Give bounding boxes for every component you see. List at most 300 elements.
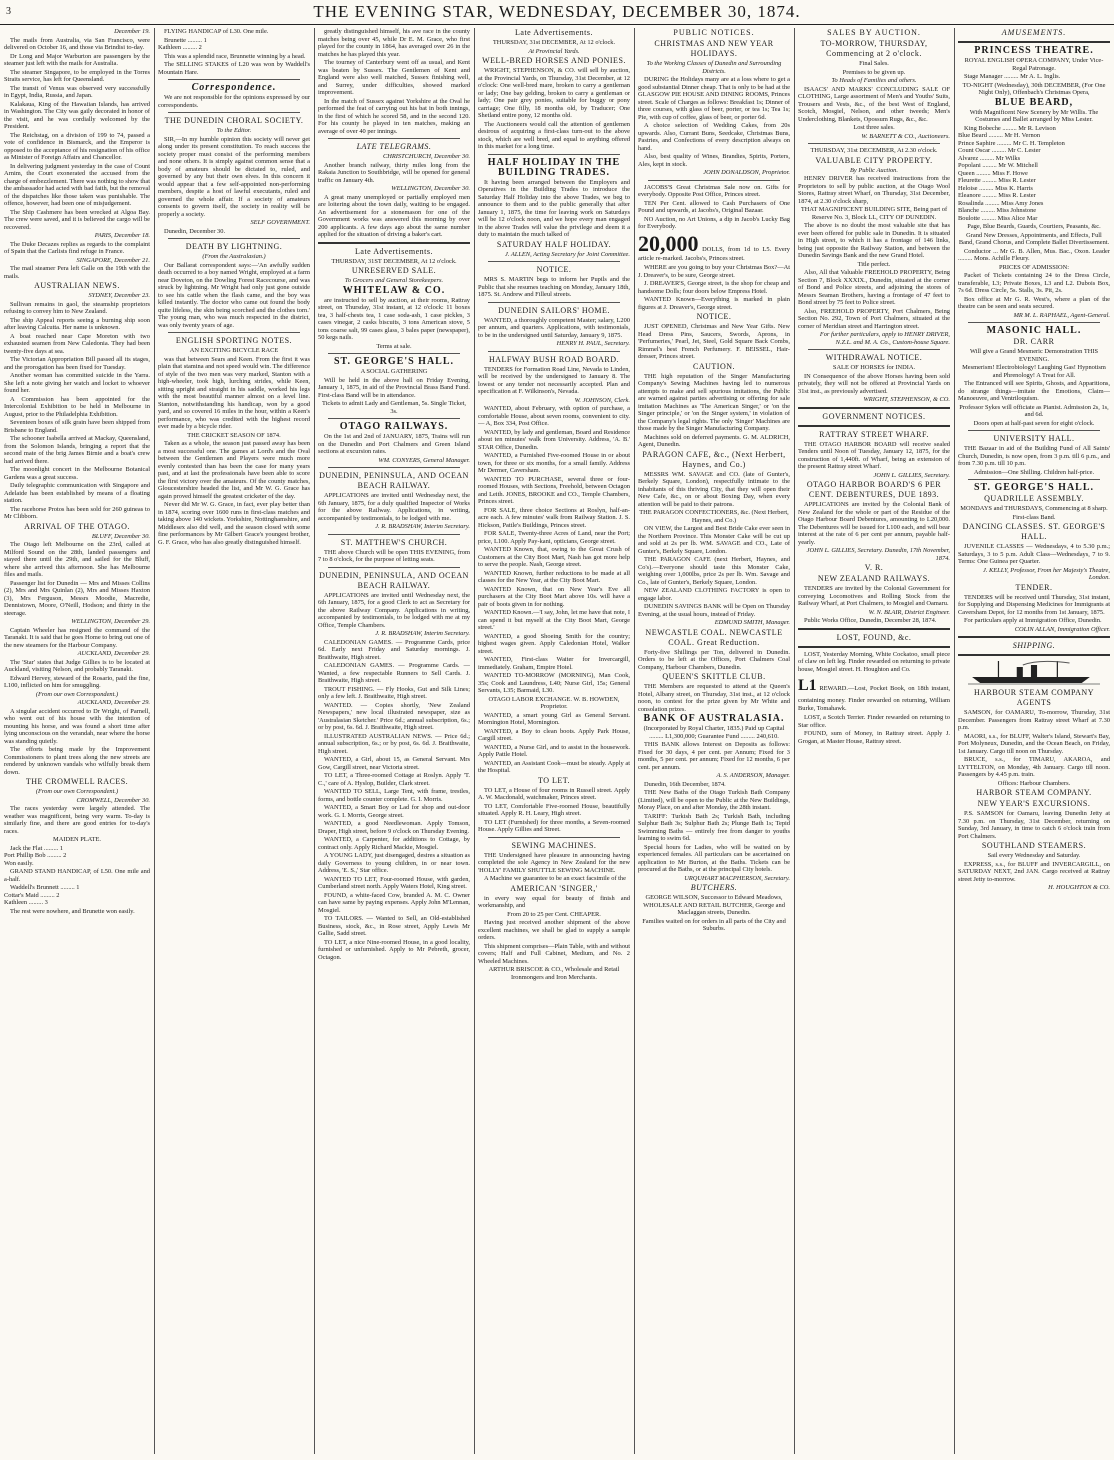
news-paragraph: The efforts being made by the Improvement Commissioners to plant trees along the new streets are rendered by unknown vandals who wilfully break them down. (4, 746, 150, 776)
divider (958, 636, 1110, 638)
ad-heading: PARAGON CAFE, &c., (Next Herbert, Haynes, and Co.) (642, 449, 786, 469)
news-paragraph: Another branch railway, thirty miles long from the Rakaia Junction to Southbridge, will be opened for general traffic on January 4th. (318, 161, 470, 184)
letter-salutation: To the Editor. (216, 127, 252, 134)
section-heading: LOST, FOUND, &c. (836, 632, 912, 642)
letter-date: Dunedin, December 30. (164, 227, 226, 235)
column-rule (314, 28, 315, 1454)
ad-body: THE Undersigned have pleasure in announcing having completed the sole Agency in New Zealand for the new 'HOLLY' FAMILY SHUTTLE SEWING MACHINE. (478, 851, 630, 874)
ad-body: THE Members are requested to attend at the Queen's Hotel, Albany street, on Thursday, 31st inst., at 12 o'clock noon, to contest for the prize given by Mr White and consolation prizes. (638, 683, 790, 713)
ad-subheading: Premises to be given up. (842, 68, 906, 76)
ad-body: APPLICATIONS are invited by the Colonial Bank of New Zealand for the whole or part of the Residue of the Otago Harbour Board Debentures, amounting to L20,000. The Debentures will be issued for L100 each, and will bear interest at the rate of 6 per cent per annum, payable half-yearly. (798, 501, 950, 546)
section-heading: ENGLISH SPORTING NOTES. (175, 336, 293, 345)
ad-body: Machines sold on deferred payments. G. M. ALDRICH, Agent, Dunedin. (638, 433, 790, 448)
ad-body: On the 1st and 2nd of JANUARY, 1875, Trains will run on the Dunedin and Port Chalmers and Green Island sections at excursion rates. (318, 433, 470, 455)
section-heading: ARRIVAL OF THE OTAGO. (24, 521, 130, 531)
news-paragraph: Sullivan remains in gaol, the steamship proprietors refusing to convey him to New Zealand. (4, 300, 150, 315)
classified-ad: TROUT FISHING. — Fly Hooks, Gut and Silk Lines; only a few left. J. Braithwaite, High street. (318, 685, 470, 700)
ad-signature: J. R. BRADSHAW, Interim Secretary. (375, 630, 470, 637)
ad-heading: DUNEDIN, PENINSULA, AND OCEAN BEACH RAILWAY. (319, 471, 469, 490)
ad-note: Tickets to admit Lady and Gentleman, 5s. Single Ticket, 3s. (321, 400, 467, 415)
ad-body: Also, best quality of Wines, Brandies, Spirits, Porters, Ales, kept in stock. (638, 153, 790, 168)
classified-ad: FOR SALE, Twenty-three Acres of Land, near the Port; price, L100. Apply Pay-kani, opticians, George street. (478, 530, 630, 545)
ad-body: The Auctioneers would call the attention of gentlemen desirous of acquiring a first-class turn-out to the above stock, which are well bred, and equal to anything offered in this market for a long time. (478, 120, 630, 150)
ad-body: BRUCE, s.s., for TIMARU, AKAROA, and LYTTELTON, on Monday, 4th January. Cargo till noon. Passengers by 4.45 p.m. train. (958, 756, 1110, 778)
ad-signature: MR M. L. RAPHAEL, Agent-General. (1013, 311, 1110, 319)
ad-body: Sail every Wednesday and Saturday. (987, 852, 1081, 859)
ad-body: Mesmerism! Electrobiology! Laughing Gas! Hypnotism and Phrenology! A Treat for All. (962, 364, 1106, 379)
ad-signature: H. HOUGHTON & CO. (1048, 884, 1110, 891)
news-paragraph: The Victorian Appropriation Bill passed all its stages, and the prorogation has been fixed for Tuesday. (4, 356, 150, 371)
ad-heading: OTAGO HARBOR BOARD'S 6 PER CENT. DEBENTURES, DUE 1893. (806, 480, 942, 499)
race-result: Waddell's Brunnett ......... 1 Cottar's Maid ......... 2 Kathleen ......... 3 (4, 884, 80, 906)
news-paragraph: The SELLING STAKES of L20 was won by Waddell's Mountain Hare. (158, 61, 310, 76)
classified-ad: WANTED, a Nurse Girl, and to assist in the housework. Apply Pattle Hotel. (478, 743, 630, 758)
ad-body: Also, All that Valuable FREEHOLD PROPERTY, Being Section 7, Block XXXIX., Dunedin, situated at the corner of Bond and Police streets, and adjoining the stores of Messrs Seaman Brothers, having a frontage of 47 feet to Bond street by 75 feet to Police street. (798, 269, 950, 306)
ad-body: in every way equal for beauty of finish and workmanship, and (478, 894, 630, 909)
section-heading: THE CROMWELL RACES. (25, 777, 129, 786)
news-paragraph: The moonlight concert in the Melbourne Botanical Gardens was a great success. (4, 466, 150, 481)
column-4 (478, 28, 630, 1454)
divider (168, 112, 300, 113)
race-title: MAIDEN PLATE. (53, 836, 101, 843)
divider (328, 534, 460, 535)
ad-body: THE New Baths of the Otago Turkish Bath Company (Limited), will be open to the Public at the New Buildings, Moray Place, on and after Monday, the 28th instant. (638, 789, 790, 811)
ad-note: Admission—One Shilling. Children half-price. (973, 468, 1095, 476)
divider (798, 425, 950, 427)
source-note: (From the Australasian.) (202, 253, 266, 260)
divider (488, 837, 620, 838)
ad-body: Will give a Grand Mesmeric Demonstration THIS EVENING. (969, 348, 1099, 363)
classified-ad: WANTED Known, that on New Year's Eve all purchasers at the City Boot Mart above 10s. will have a pair of boots given in for nothing. (478, 585, 630, 608)
ad-body: Forty-five Shillings per Ton, delivered in Dunedin. Orders to be left at the Offices, Port Chalmers Coal Company, Harbour Chambers, Dunedin. (638, 648, 790, 671)
section-heading: AUSTRALIAN NEWS. (34, 281, 120, 290)
classified-ad: WANTED, a Smart Boy or Lad for shop and out-door work. G. I. Morris, George street. (318, 804, 470, 819)
news-paragraph: A boat reached near Cape Moreton with two exhausted seamen from New Caledonia. They had been twenty-five days at sea. (4, 332, 150, 355)
ad-heading: HALF HOLIDAY IN THE BUILDING TRADES. (487, 156, 621, 178)
news-paragraph: The Reichstag, on a division of 199 to 74, passed a vote of confidence in Bismarck, and the Emperor is opposed to the acceptance of his resignation of his office as Minister of Foreign Affairs and Chancellor. (4, 131, 150, 161)
ad-heading: CHRISTMAS AND NEW YEAR HOLIDAYS. (654, 39, 774, 58)
race-title: FLYING HANDICAP of L30. One mile. (164, 28, 269, 35)
ad-heading: RATTRAY STREET WHARF. (819, 429, 929, 439)
ad-body: THE high reputation of the Singer Manufacturing Company's Sewing Machines having led to numerous attempts to make and sell spurious imitations, the Public are warned against parties advertising or offering for sale imitation Machines as 'The American Singer,' or 'on the Singer principle,' or 'on the Singer system,' in violation of the Company's legal rights. The only 'Singer' Machines are those made by the Singer Manufacturing Company. (638, 372, 790, 432)
ad-body: Special hours for Ladies, who will be waited on by experienced females. All particulars can be ascertained on application to Mr Burton, at the Baths. Tickets can be procured at the Baths, or at the principal City hotels. (638, 843, 790, 873)
ad-body: DURING the Holidays many are at a loss where to get a good substantial Dinner cheap. That is only to be had at the GLASGOW PIE HOUSE AND DINING ROOMS, Princes street. Scale of Charges as follows: Breakfast 1s; Dinner of three courses, with glass of beer, porter, or tea 1s; Tea 1s; Pie, with cup of coffee, glass of beer, or porter 6d. (638, 76, 790, 121)
ad-heading: CAUTION. (693, 361, 735, 371)
newspaper-title: THE EVENING STAR, WEDNESDAY, DECEMBER 30, 1874. (313, 2, 801, 21)
section-heading: Late Advertisements. (515, 28, 593, 37)
ad-body: TO-NIGHT (Wednesday), 30th DECEMBER, (For One Night Only), Offenbach's Christmas Opera, (962, 81, 1106, 96)
news-paragraph: This was a splendid race, Brunnette winning by a head. (164, 52, 306, 60)
news-paragraph: The ship Appeal reports seeing a burning ship soon after leaving Calcutta. Her name is unknown. (4, 316, 150, 331)
classified-ad: NEW ZEALAND CLOTHING FACTORY is open to engage labor. (638, 587, 790, 602)
ad-date: THURSDAY, 31ST DECEMBER, At 12 o'clock. (331, 257, 457, 265)
ad-body: The Entranced will see Spirits, Ghosts, and Apparitions, do strange things—imitate the Emotions, Claim—Manoeuvre, and Ventriloquism. (958, 380, 1110, 402)
ad-subheading: AMERICAN 'SINGER,' (510, 883, 598, 893)
column-2 (158, 28, 310, 1454)
ad-body: TARIFF: Turkish Bath 2s; Turkish Bath, including Sulphur Bath 3s; Sulphur Bath 2s; Plunge Bath 1s; Tepid Swimming Baths — entirely free from danger to youths learning to swim 6d. (638, 812, 790, 842)
column-5 (638, 28, 790, 1454)
ad-body: Conductor ... Mr G. B. Allen, Mus. Bac., Oxon. Leader ......... Mons. Achille Fleury. (958, 247, 1110, 262)
divider (808, 143, 940, 144)
classified-ad: WANTED TO SELL, Large Tent, with frame, trestles, forms, and bottle counter complete. G. I. Morris. (318, 788, 470, 803)
ad-body: Also, FREEHOLD PROPERTY, Port Chalmers, Being Section No. 292, Town of Port Chalmers, situated at the corner of Meridian street and Harrington street. (798, 307, 950, 330)
classified-ad: DUNEDIN SAVINGS BANK will be Open on Thursday Evening, at the usual hours, instead of Friday. (638, 603, 790, 618)
ad-subheading: SALE OF HORSES for INDIA. (832, 364, 916, 371)
ad-heading: ST. MATTHEW'S CHURCH. (340, 537, 448, 547)
ad-heading: WHITELAW & CO. (342, 284, 446, 296)
classified-ad: A YOUNG LADY, just disengaged, desires a situation as daily Governess to young children, in or near town. Address, 'E. S.,' Star office. (318, 852, 470, 874)
news-paragraph: A singular accident occurred to Dr Wright, of Parnell, who went out of his house with the intention of mounting his horse, and was found a short time after lying unconscious on the verandah, near where the horse was standing quietly. (4, 707, 150, 745)
masthead (0, 0, 1114, 25)
divider (488, 154, 620, 155)
ad-heading: TO-MORROW, THURSDAY, Commencing at 2 o'clock. (820, 39, 928, 58)
section-heading: Correspondence. (191, 82, 277, 93)
dateline: AUCKLAND, December 29. (77, 699, 150, 706)
race-title: GRAND STAND HANDICAP, of L50. One mile and a-half. (4, 868, 150, 883)
ad-body: A Machine we guarantee to be an exact facsimile of the (484, 875, 626, 882)
classified-ad: WANTED, an Assistant Cook—must be steady. Apply at the Hospital. (478, 759, 630, 774)
classified-ad: J. DREAVER'S, George street, is the shop for cheap and handsome Dolls; four doors below Empress Hotel. (638, 280, 790, 295)
divider (808, 349, 940, 350)
column-7 (958, 28, 1110, 1454)
classified-ad: WANTED Known, further reductions to be made at all classes for the New Year, at the City Boot Mart. (478, 569, 630, 584)
ad-body: P.S. SAMSON for Oamaru, leaving Dunedin Jetty at 7.30 p.m. on Thursday, 31st December, returning on Sunday, 3rd January, in time to catch 6 o'clock train from Port Chalmers. (958, 810, 1110, 840)
ad-signature: JOHN DONALDSON, Proprietor. (703, 169, 790, 176)
reward-text: REWARD.—Lost, Pocket Book, on 18th instant, containing money. Finder rewarded on returning, William Burke, Tomahawk. (798, 685, 950, 712)
ad-signature: WRIGHT, STEPHENSON, & CO. (863, 396, 950, 403)
ad-signature: COLIN ALLAN, Immigration Officer. (1014, 625, 1110, 633)
ad-body: TENDERS for Formation Road Line, Nevada to Linden, will be received by the undersigned to January 8. The lowest or any tender not necessarily accepted. Plan and specification at F. Wilkinson's, Nevada. (478, 365, 630, 395)
subheading: THE CRICKET SEASON OF 1874. (187, 431, 281, 439)
divider (328, 138, 460, 139)
classified-ad: WHERE are you going to buy your Christmas Box?—At J. Dreaver's, to be sure, George street. (638, 264, 790, 279)
ad-subheading: Final Sales. (859, 60, 889, 67)
ad-body: ON VIEW, the Largest and Best Bride Cake ever seen in the Northern Province. This Monster Cake will be cut up and sold at 2s per lb. WM. SAVAGE and CO., Late of Gunter's, Berkely Square, London. (638, 525, 790, 555)
ad-body: Having just received another shipment of the above excellent machines, we shall be glad to supply a sample orders. (478, 919, 630, 941)
ad-signature: HENRY H. PAUL, Secretary. (556, 340, 630, 347)
correspondent-note: (From our own Correspondent.) (35, 788, 119, 795)
divider (328, 567, 460, 568)
ad-subheading: PRICES OF ADMISSION: (999, 263, 1069, 271)
race-result: Brunette ......... 1 Kathleen ......... 2 (158, 36, 207, 51)
ad-heading: ST. GEORGE'S HALL. (973, 482, 1095, 493)
divider (168, 238, 300, 239)
subheading: AN EXCITING BICYCLE RACE (189, 347, 279, 354)
ad-note: Offices: Harbour Chambers. (997, 779, 1071, 787)
news-paragraph: A great many unemployed or partially employed men are loitering about the town daily, waiting to be engaged. An advertisement for a stonemason for one of the Government works was answered this morning by over 200 applicants. A few days ago about the same number applied for the situation of driving a baker's cart. (318, 193, 470, 238)
ad-signature: WM. CONYERS, General Manager. (378, 456, 470, 464)
classified-ad: TO LET, a Three-roomed Cottage at Roslyn. Apply 'T. C.,' care of A. Hyslop, Builder, Clark street. (318, 772, 470, 787)
classified-ad: LOST, Yesterday Morning, White Cockatoo, small piece of claw on left leg. Finder rewarded on returning to private house, Mosgiel street. H. Houghton and Co. (798, 650, 950, 673)
ad-signature: For further particulars, apply to HENRY DRIVER, N.Z.L. and M. A. Co., Custom-house Square. (819, 331, 950, 346)
editorial-note: We are not responsible for the opinions expressed by our correspondents. (158, 94, 310, 109)
section-heading: PUBLIC NOTICES. (673, 28, 755, 37)
classified-ad: ILLUSTRATED AUSTRALIAN NEWS. — Price 6d.; annual subscription, 6s.; or by post, 6s. 6d. J. Braithwaite, High street. (318, 732, 470, 755)
ad-heading: TENDER. (1015, 582, 1053, 592)
divider (968, 430, 1100, 431)
ad-body: HENRY DRIVER has received instructions from the Proprietors to sell by public auction, at the Otago Wool Stores, Rattray street Wharf, on Thursday, 31st December, 1874, at 2.30 o'clock sharp, (798, 175, 950, 205)
ad-heading: HARBOUR STEAM COMPANY AGENTS (973, 688, 1094, 707)
ad-body: Packet of Tickets containing 24 to the Dress Circle, transferable, L3; Private Boxes, L3 and L2. Dubois Box, 7s 6d. Dress Circle, 5s. Stalls, 3s. Pit, 2s. (958, 272, 1110, 294)
classified-ad: JACOBS'S Great Christmas Sale now on. Gifts for everybody. Opposite Post Office, Princes street. (638, 183, 790, 198)
royal-cipher: V. R. (864, 563, 884, 572)
dateline: BLUFF, December 30. (91, 532, 150, 540)
ad-body: It having been arranged between the Employers and Operatives in the Building Trades to introduce the Saturday Half Holiday into the above Trades, we beg to announce to them and to the public generally that after January 1, 1875, the time for leaving work on Saturdays will be 12 o'clock noon, and we hope every man engaged in the above Trades will value the privilege and deem it a duty to maintain the much talked of (478, 178, 630, 238)
ad-signature: A. S. ANDERSON, Manager. (716, 772, 790, 779)
letter-signature: SELF GOVERNMENT. (250, 219, 310, 226)
classified-ad: FOUND, a white-faced Cow, branded A. M. C. Owner can have same by paying expenses. Apply John M'Lennan, Mosgiel. (318, 891, 470, 914)
ad-subheading: By Public Auction. (850, 166, 898, 174)
classified-ad: FOR SALE, three choice Sections at Roslyn, half-an-acre each. A few minutes' walk from Railway Station. J. S. Hickson, Pattle's Buildings, Princes street. (478, 506, 630, 529)
dateline: AUCKLAND, December 29. (77, 650, 150, 657)
reward-amount: L1 (798, 677, 817, 694)
ad-body: SAMSON, for OAMARU, To-morrow, Thursday, 31st December. Passengers from Rattray street Wharf at 7.30 p.m. (958, 709, 1110, 731)
ad-heading: SOUTHLAND STEAMERS. (981, 841, 1087, 850)
column-rule (154, 28, 155, 1454)
news-paragraph: The tourney of Canterbury went off as usual, and Kent was beaten by Sussex. The Gentlemen of Kent and England were also well matched, Sussex finishing well, and Surrey, under difficulties, showed marked improvement. (318, 59, 470, 96)
section-heading: DEATH BY LIGHTNING. (185, 242, 283, 251)
dateline: December 19. (114, 28, 150, 35)
ad-body: Box office at Mr G. R. West's, where a plan of the theatre can be seen and seats secured. (958, 295, 1110, 310)
ad-heading: UNRESERVED SALE. (351, 266, 437, 275)
divider (798, 646, 950, 648)
classified-ad: CALEDONIAN GAMES. — Programme Cards. — Wanted, a few respectable Runners to Sell Cards. J. Braithwaite, High street. (318, 662, 470, 684)
classified-ad: CALEDONIAN GAMES. — Programme Cards, price 6d. Early next Friday and Saturday mornings. J. Braithwaite, High street. (318, 638, 470, 661)
ad-body: JUST OPENED, Christmas and New Year Gifts. New Head Dress Pins, Saucers, Swords, Aprons, in 'Perfumeries,' Pearl, Jet, Steel, Gold Square Back Combs, Rimmel's best French Perfumery. F. BEISSEL, Hair-dresser, Princes street. (638, 323, 790, 360)
ad-subheading: THE PARAGON CONFECTIONERS, &c. (Next Herbert, Haynes, and Co.) (639, 509, 789, 524)
ad-body: THE PARAGON CAFE (next Herbert, Haynes, and Co's).—Everyone should taste this Monster Cake, weighing over 1,000lbs, price 2s per lb. Wm. Savage and Co., late of Gunter's, Berkely Square, London. (638, 556, 790, 586)
ad-body: A choice selection of Wedding Cakes, from 20s upwards. Also, Currant Buns, Seedcake, Christmas Buns, Pastries, and Confections of every description always on hand. (638, 122, 790, 152)
section-heading: THE DUNEDIN CHORAL SOCIETY. (164, 116, 304, 125)
section-heading: GOVERNMENT NOTICES. (822, 411, 926, 421)
news-paragraph: The Otago left Melbourne on the 23rd, called at Milford Sound on the 28th, landed passengers and stayed there until the 29th, and sailed for the Bluff, where she arrived this afternoon. She has Melbourne files and mails. (4, 541, 150, 578)
dateline: CHRISTCHURCH, December 30. (383, 153, 470, 160)
ad-body: APPLICATIONS are invited until Wednesday next, the 6th January, 1875, for a duly qualified Inspector of Works for the above Railway. Applications, in writing, accompanied by testimonials, to be lodged with me. (318, 492, 470, 522)
ad-body: MAORI, s.s., for BLUFF, Walter's Island, Stewart's Bay, Port Molyneux, Dunedin, and the Ocean Beach, on Friday, 1st January. Cargo till noon on Thursday. (958, 732, 1110, 755)
ad-heading: HALFWAY BUSH ROAD BOARD. (488, 354, 620, 364)
ad-heading: BANK OF AUSTRALASIA. (643, 713, 785, 724)
ad-heading: DANCING CLASSES. ST. GEORGE'S HALL. (962, 522, 1106, 541)
ad-body: IN Consequence of the above Horses having been sold privately, they will not be offered at Provincial Yards on 31st inst., as previously advertised. (798, 372, 950, 395)
dolls-quantity: 20,000 (638, 230, 699, 256)
ad-body: TENDERS are invited by the Colonial Government for conveying Locomotives and Rolling Stock from the Railway Wharf, at Port Chalmers, to Mosgiel and Oamaru. (798, 585, 950, 607)
ad-heading: NOTICE. (536, 265, 572, 274)
classified-ad: FOUND, sum of Money, in Rattray street. Apply J. Grogan, at Master House, Rattray street. (798, 730, 950, 745)
ad-heading: TO LET. (537, 775, 571, 785)
divider (488, 302, 620, 303)
ad-body: Stage Manager ......... Mr A. L. Inglis. (964, 73, 1061, 80)
ad-body: THE Bazaar in aid of the Building Fund of All Saints' Church, Dunedin, is now open, from 3 p.m. till 6 p.m., and from 7.30 p.m. till 10 p.m. (958, 445, 1110, 467)
news-paragraph: Dr Long and Major Warburton are passengers by the steamer just left with the mails for Australia. (4, 52, 150, 67)
cast-list: King Bobeche ......... Mr R. Levison Blue Beard ......... Mr H. Vernon Prince Saphire ......... Mr C. H. Templeton Count Oscar ......... Mr C. Lester Alvarez ......... Mr Wilks Popolani ......... Mr W. Mitchell Queen ......... Miss F. Howe Fleurette ......... Miss R. Lester Heloise ......... Miss K. Harris Eleanore ......... Miss R. Lester Rosalinda ......... Miss Amy Jones Blanche ......... Miss Johnstone Boulotte ......... Miss Alice Mar (958, 124, 1065, 222)
divider (798, 628, 950, 630)
letter-body: SIR,—In my humble opinion this society will never get along under its present constitution. To reach success the society proper must consist of the performing members and none others. It is simply against common sense that a body of amateurs should be dictated to, ruled, and governed by any but their own elves. In this concern it would appear that a few self-appointed non-performing members, despite a host of lawful executants, ruled and governed the whole affair. If a society of amateurs consents to govern itself, the society in reality will be properly a society. (158, 135, 310, 218)
section-heading: SHIPPING. (1012, 641, 1056, 650)
ad-heading: HARBOR STEAM COMPANY. (976, 788, 1092, 797)
ad-heading: DUNEDIN, PENINSULA, AND OCEAN BEACH RAILWAY. (319, 570, 469, 590)
ad-subheading: To Grocers and General Storekeepers. (344, 277, 444, 284)
ad-subheading: QUADRILLE ASSEMBLY. (984, 494, 1084, 503)
divider (328, 467, 460, 468)
ad-heading: OTAGO RAILWAYS. (339, 421, 449, 432)
classified-ad: TEN Per Cent. allowed to Cash Purchasers of One Pound and upwards, at Jacobs's, Original Bazaar. (638, 199, 790, 214)
divider (968, 479, 1100, 480)
ad-signature: J. KELLY, Professor, From her Majesty's Theatre, London. (982, 566, 1110, 581)
ad-note: First-class Band. (1012, 513, 1056, 521)
ad-body: JUVENILE CLASSES — Wednesdays, 4 to 5.30 p.m.; Saturdays, 3 to 5 p.m. Adult Class—Wednesdays, 7 to 9. Terms: One Guinea per Quarter. (958, 543, 1110, 565)
news-paragraph: The 'Star' states that Judge Gillies is to be located at Auckland, visiting Nelson, and probably Taranaki. (4, 658, 150, 673)
ad-heading: BUTCHERS. (690, 883, 738, 892)
ad-body: With Magnificent New Scenery by Mr Willis. The Costumes and Ballet arranged by Miss Lester. (969, 108, 1099, 123)
ad-subheading: To the Working Classes of Dunedin and Surrounding Districts. (646, 60, 782, 75)
ad-date: Public Works Office, Dunedin, December 28, 1874. (804, 617, 937, 624)
section-heading: SALES BY AUCTION. (827, 28, 921, 37)
divider (648, 180, 780, 181)
ad-body: Page, Blue Beards, Guards, Courtiers, Peasants, &c. (967, 223, 1101, 230)
classified-ad: WANTED Known—Everything is marked in plain figures at J. Dreaver's, George street. (638, 296, 790, 311)
dateline: WELLINGTON, December 30. (391, 185, 470, 192)
column-6 (798, 28, 950, 1454)
ad-heading: DUNEDIN SAILORS' HOME. (498, 305, 610, 315)
ad-heading: NEWCASTLE COAL. NEWCASTLE COAL. Great Reduction. (645, 627, 783, 647)
ad-heading: QUEEN'S SKITTLE CLUB. (662, 672, 766, 681)
ad-body: THAT MAGNIFICENT BUILDING SITE, Being part of Reserve No. 3, Block LL, CITY OF DUNEDIN. (800, 206, 948, 221)
ad-body: The above is no doubt the most valuable site that has ever been offered for public sale in Dunedin. It is situated in High street, to which it has a frontage of 146 links, being just opposite the Railway Station, and between the Dunedin Savings Bank and the new Grand Hotel. (798, 222, 950, 259)
ad-signature: JOHN L. GILLIES, Secretary. (873, 471, 950, 479)
ad-heading: SEWING MACHINES. (511, 840, 597, 850)
ad-date: THURSDAY, 31st DECEMBER, At 12 o'clock. (492, 39, 616, 46)
news-paragraph: Captain Wheeler has resigned the command of the Taranaki. It is said that he goes Home to bring out one of the new steamers for the Harbour Company. (4, 626, 150, 649)
column-rule (634, 28, 635, 1454)
ad-heading: WITHDRAWAL NOTICE. (825, 353, 923, 362)
news-paragraph: The races yesterday were largely attended. The weather was magnificent, being very warm. To-day is similarly fine, and there are good entries for to-day's races. (4, 805, 150, 835)
ad-subheading: At Provincial Yards. (528, 47, 580, 55)
ad-subheading: NEW YEAR'S EXCURSIONS. (977, 799, 1091, 808)
steamship-icon (968, 659, 1100, 685)
ad-signature: W. BARNETT & CO., Auctioneers. (861, 132, 950, 140)
column-1 (4, 28, 150, 1454)
news-paragraph: Edward Hervey, steward of the Rosario, paid the fine, L100, inflicted on him for smuggling. (4, 674, 150, 689)
ad-body: THE above Church will be open THIS EVENING, from 7 to 8 o'clock, for the purpose of letting seats. (318, 548, 470, 563)
classified-ad: WANTED TO LET, Four-roomed House, with garden, Cumberland street north. Apply Waters Hotel, King street. (318, 875, 470, 890)
divider (318, 242, 470, 244)
reward-ad (798, 675, 950, 712)
ad-signature: JOHN L. GILLIES, Secretary. Dunedin, 17th November, 1874. (806, 547, 950, 562)
section-heading: AMUSEMENTS. (1001, 28, 1067, 37)
news-paragraph: Never did Mr W. G. Grace, in fact, ever play better than in 1874, scoring over 1600 runs in first-class matches and taking above 140 wickets. Yorkshire, Nottinghamshire, and Middlesex also did well, and the season closed with some fine performances by Mr Gilbert Grace's youngest brother, G. F. Grace, who has also greatly distinguished himself. (158, 501, 310, 546)
ad-body: For particulars apply at Immigration Office, Dunedin. (964, 617, 1102, 624)
classified-ad: WANTED, a Girl, about 15, as General Servant. Mrs Gow, Cargill street, near Victoria street. (318, 756, 470, 771)
classified-ad: WANTED Known.—'I say, John, let me have that note, I can spend it but myself at the City Boot Mart, George street.' (478, 609, 630, 631)
news-paragraph: The mail steamer Pera left Galle on the 19th with the mails. (4, 265, 150, 280)
ad-signature: W. JOHNSON, Clerk. (574, 396, 630, 404)
ad-signature: J. ALLEN, Acting Secretary for Joint Committee. (504, 250, 630, 258)
classified-ad: TO LET, a House of four rooms in Russell street. Apply A. W. Macdonald, watchmaker, Princes street. (478, 786, 630, 801)
classified-ad: TO TAILORS. — Wanted to Sell, an Old-established Business, stock, &c., in Rose street, Apply Lewis Mr Gallie, Sadd street. (318, 915, 470, 937)
classified-ad: WANTED TO-MORROW (MORNING), Man Cook, 35s; Cook and Laundress, L40; Nurse Girl, 15s; General Servants, L35; Barmaid, L30. (478, 672, 630, 694)
ad-body: WRIGHT, STEPHENSON, & CO. will sell by auction, at the Provincial Yards, on Thursday, 31st December, at 12 o'clock: One well-bred mare, broken to carry a gentleman or lady; One bay gelding, broken to carry a gentleman or lady; One pair grey ponies, suitable for buggy or pony carriage; One filly, 18 months old, by Traducer; One Shetland entire pony, 12 months old. (478, 67, 630, 119)
ad-body: GEORGE WILSON, Successor to Edward Meadows, WHOLESALE AND RETAIL BUTCHER, George and Maclaggan streets, Dunedin. (643, 894, 785, 916)
divider (488, 261, 620, 262)
ad-body: Families waited on for orders in all parts of the City and Suburbs. (642, 917, 786, 932)
ad-note: Doors open at half-past seven for eight o'clock. (973, 419, 1095, 427)
ad-date: Dunedin, 16th December, 1874. (644, 780, 726, 788)
classified-ad: LOST, a Scotch Terrier. Finder rewarded on returning to Star office. (798, 714, 950, 729)
ad-subheading: From 20 to 25 per Cent. CHEAPER. (507, 910, 601, 918)
divider (488, 351, 620, 352)
classified-ad: WANTED Known, that, owing to the Great Crush of Customers at the City Boot Mart, Nash has got more help to serve the people. Nash, George street. (478, 546, 630, 568)
ad-heading: UNIVERSITY HALL. (993, 434, 1075, 443)
ad-body: THE OTAGO HARBOR BOARD will receive sealed Tenders until Noon of Tuesday, January 12, 1875, for the construction of 1,440ft. of Wharf, being an extension of the present Rattray street Wharf. (798, 440, 950, 470)
ad-heading: PRINCESS THEATRE. (974, 45, 1094, 56)
ad-subheading: SATURDAY HALF HOLIDAY. (496, 239, 612, 249)
news-paragraph: Another woman has committed suicide in the Yarra. She left a note giving her watch and locket to whoever found her. (4, 372, 150, 394)
classified-ad: TO LET (Furnished) for three months, a Seven-roomed House. Apply Gillies and Street. (478, 818, 630, 833)
classified-ad: WANTED, a smart young Girl as General Servant. Mornington Hotel, Mornington. (478, 711, 630, 726)
ad-subheading: ROYAL ENGLISH OPERA COMPANY, Under Vice-Regal Patronage. (964, 57, 1104, 72)
section-heading: LATE TELEGRAMS. (356, 142, 432, 151)
dateline: PARIS, December 18. (94, 232, 150, 239)
news-paragraph: In the match of Sussex against Yorkshire at the Oval he performed the feat of carrying out his bat in both innings, in the first of which he scored 58, and in the second 120. For his county he played in ten matches, making an average of over 40 per innings. (318, 97, 470, 135)
ad-body: are instructed to sell by auction, at their rooms, Rattray street, on Thursday, 31st instant, at 12 o'clock: 11 boxes tea, 3 half-chests tea, 1 case soda-ash, 1 case pickles, 3 cases vinegar, 2 casks biscuits, 3 tons American stove, 5 tons coarse salt, 99 cases glass, 3 bales paper (newspaper), 50 kegs nails. (318, 296, 470, 341)
column-rule (954, 28, 955, 1454)
race-result: Jack the Flat ......... 1 Port Phillip Bob ......... 2 Won easily. (4, 844, 67, 867)
ad-body: EXPRESS, s.s., for BLUFF and INVERCARGILL, on SATURDAY NEXT, 2nd JAN. Cargo received at Rattray street Jetty to-morrow. (958, 860, 1110, 883)
classified-ad: WANTED. — Copies shortly, 'New Zealand Newspapers,' new local illustrated newspaper, size as 'Australasian Sketcher.' Price 6d.; annual subscription, 6s.; or by post, 6s. 6d. J. Braithwaite, High street. (318, 701, 470, 731)
ad-body: Professor Sykes will officiate as Pianist. Admission 2s, 1s, and 6d. (959, 403, 1109, 418)
ad-signature: J. R. BRADSHAW, Interim Secretary. (375, 523, 470, 530)
ad-body: Will be held in the above hall on Friday Evening, January 1, 1875, in aid of the Provincial Brass Band Fund. First-class Band will be in attendance. (318, 376, 470, 399)
classified-ad: TO LET, a nice Nine-roomed House, in a good locality, furnished or unfurnished. Apply to Mr Pebreth, grocer, Octagon. (318, 938, 470, 961)
ad-body: Grand New Dresses, Appointments, and Effects, Full Band, Grand Chorus, and Complete Ballet Divertissement. (958, 231, 1110, 246)
news-paragraph: The transit of Venus was observed very successfully in Egypt, India, Russia, and Japan. (4, 84, 150, 99)
classified-ad: WANTED, a good Shoeing Smith for the country; highest wages given. Apply Caledonian Hotel, Walker street. (478, 632, 630, 655)
ad-heading: VALUABLE CITY PROPERTY. (815, 155, 933, 165)
divider (958, 41, 1110, 43)
news-paragraph: The mails from Australia, via San Francisco, were delivered on October 16, and those via Brindisi to-day. (4, 36, 150, 51)
ad-signature: W. N. BLAIR, District Engineer. (868, 608, 950, 616)
classified-ad: WANTED, about February, with option of purchase, a comfortable House, about seven rooms, convenient to city. — A, Box 334, Post Office. (478, 405, 630, 427)
dateline: WELLINGTON, December 29. (71, 618, 150, 625)
news-paragraph: The Duke Decazes replies as regards to the complaint of Spain that the Carlists find refuge in France. (4, 240, 150, 255)
ad-signature: EDMUND SMITH, Manager. (714, 619, 790, 626)
ad-heading: NOTICE. (696, 312, 732, 321)
classified-ad: NO Auction, no Art Unions, a dip in Jacob's Lucky Bag for Everybody. (638, 215, 790, 230)
ad-heading: ST. GEORGE'S HALL. (333, 356, 455, 367)
news-paragraph: In delivering judgment yesterday in the case of Count Arnim, the Court exonerated the accused from the charge of embezzlement. There was nothing to show that the ambassador had acted with bad faith, but the removal of the dispatches like those taken was punishable. The offence, however, had been one of misjudgement. (4, 162, 150, 207)
news-paragraph: The racehorse Protos has been sold for 260 guineas to Mr Clibborn. (4, 505, 150, 520)
news-paragraph: greatly distinguished himself, his ave race in the county matches being over 45, while Dr E. M. Grace, who first played for the county in 1864, has averaged over 26 in the matches he has played this year. (318, 28, 470, 58)
classified-ad: WANTED, a Furnished Five-roomed House in or about town, for three or six months, for a small family. Address Mr Dermer, Caversham. (478, 452, 630, 474)
divider (968, 322, 1100, 323)
dateline: SYDNEY, December 23. (88, 292, 150, 299)
ad-body: APPLICATIONS are invited until Wednesday next, the 6th January, 1875, for a good Clerk to act as Secretary for the above Railway Company. Applications in writing, accompanied by testimonials, to be lodged with me at my Office, Temple Chambers. (318, 591, 470, 629)
news-paragraph: A Commission has been appointed for the Intercolonial Exhibition to be held in Melbourne in August, prior to the Philadelphia Exhibition. (4, 395, 150, 418)
ad-note: Terms at sale. (376, 342, 412, 350)
column-rule (474, 28, 475, 1454)
ad-body: TENDERS will be received until Thursday, 31st instant, for Supplying and Dispensing Medicines for Immigrants at Caversham Depot, for 12 months from 1st January, 1875. (958, 593, 1110, 616)
news-paragraph: Our Ballarat correspondent says:—'An awfully sudden death occurred to a boy named Wright, employed at a farm near Doveton, on the Dowling Forest Racecourse, and was struck by lightning. Mr Wright had only just gone outside to see his cattle when the flash came, and the boy was killed instantly. The doctor who came out found the body quite lifeless, the skin being scorched and the clothes torn.' The young man, who was much respected in the district, was only twenty years of age. (158, 261, 310, 329)
classified-ad: WANTED TO PURCHASE, several three or four-roomed Houses, with Sections, Freehold, between Octagon and Leith. JONES, BROOKE and CO., Temple Chambers, Princes street. (478, 475, 630, 505)
ad-date: THURSDAY, 31st DECEMBER, At 2.30 o'clock. (810, 147, 938, 154)
news-paragraph: Passenger list for Dunedin — Mrs and Misses Collins (2), Mrs and Mrs Quinlan (2), Mrs and Misses Haxton (3), Mrs Ferguson, Messrs Moodie, Macredie, Dennistown, Moore, O'Neill, Hodson; and thirty in the steerage. (4, 579, 150, 617)
divider (168, 79, 300, 80)
ad-body: This shipment comprises—Plain Table, with and without covers; Half and Full Cabinet, Medium, and No. 2 Wheeled Machines. (478, 942, 630, 965)
correspondent-note: (From our own Correspondent.) (35, 690, 119, 698)
ad-body: WANTED, a thoroughly competent Master; salary, L200 per annum, and quarters. Applications, with testimonials, to be in the undersigned until Saturday, January 9, 1875. (478, 316, 630, 339)
ad-signature: OTAGO LABOR EXCHANGE. W. B. HOWDEN, Proprietor. (488, 695, 620, 710)
ad-heading: MASONIC HALL. (986, 325, 1082, 336)
